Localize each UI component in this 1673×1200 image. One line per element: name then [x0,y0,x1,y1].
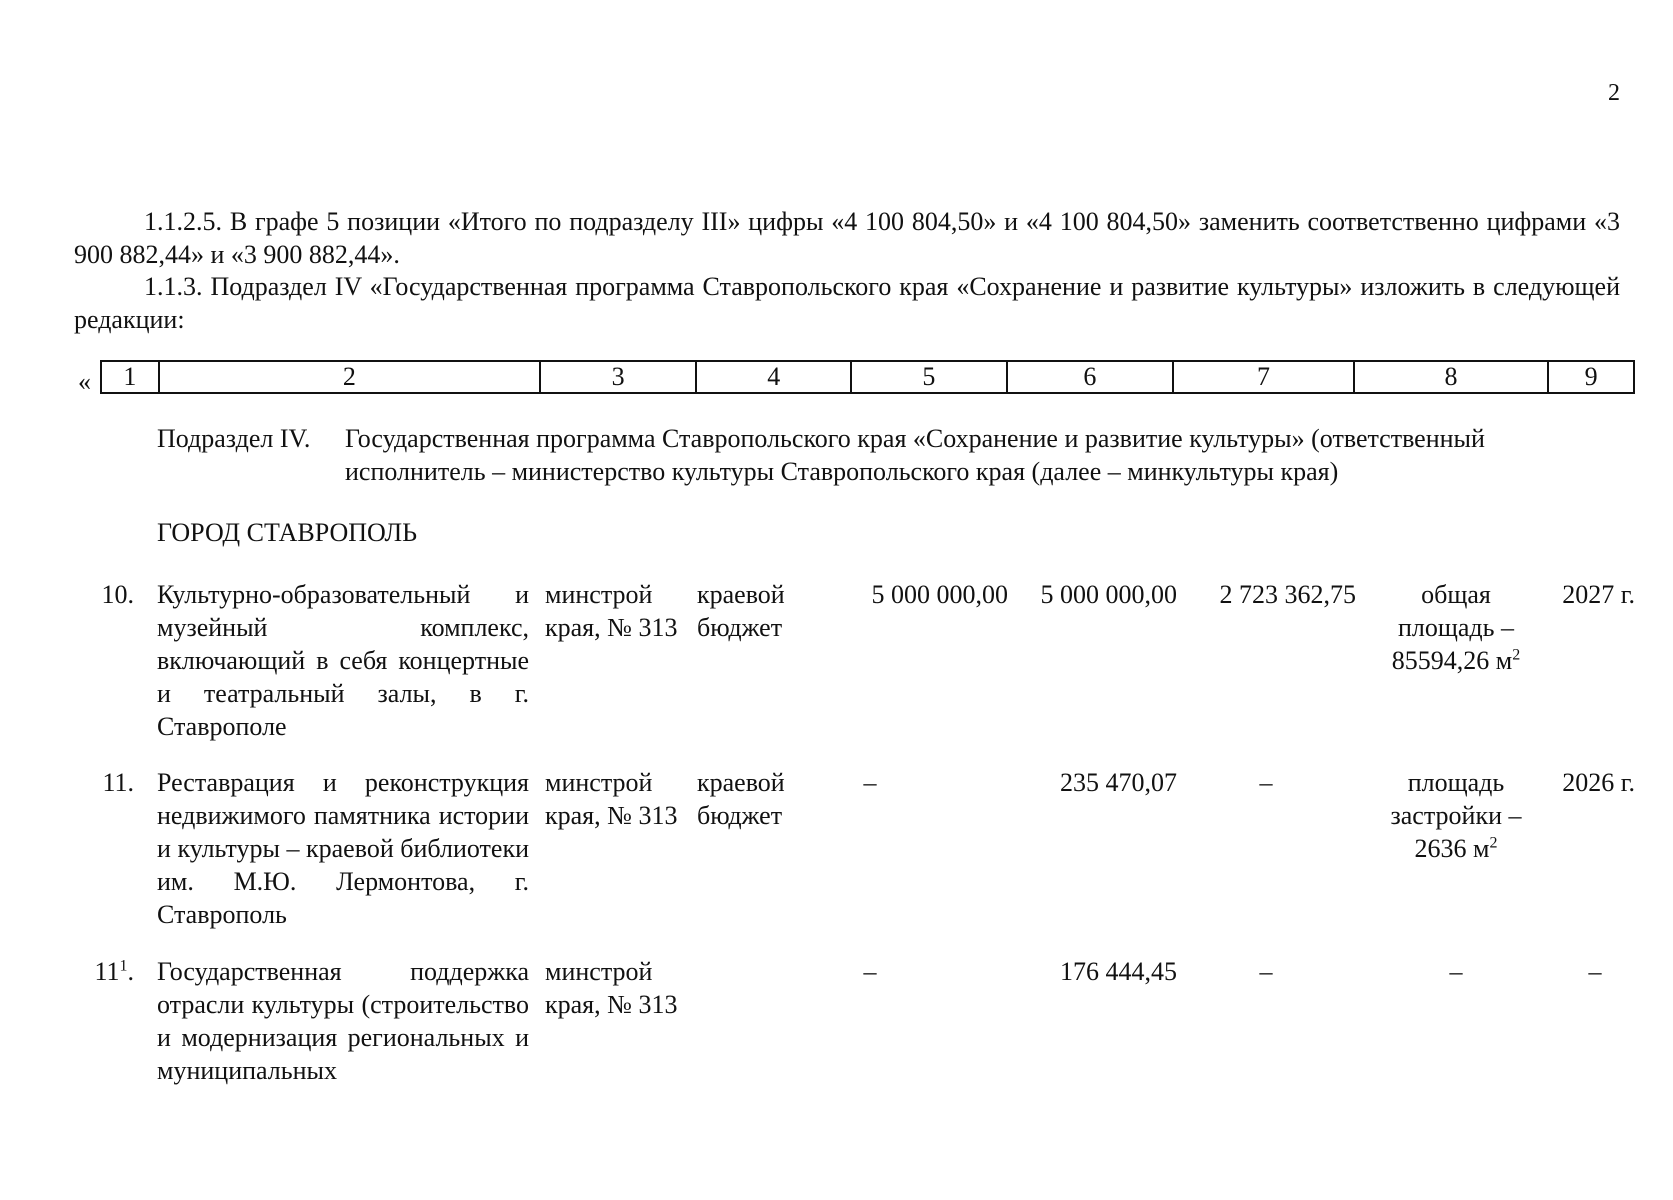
column-7-value: – [1259,957,1273,986]
funding-source: краевой бюджет [697,768,785,830]
subsection-title-line-2: исполнитель – министерство культуры Ставропольского края (далее – минкультуры края) [345,457,1339,486]
opening-quote-mark: « [78,367,91,396]
completion-year: – [1588,957,1602,986]
header-col-7: 7 [1172,362,1353,392]
object-name: Реставрация и реконструкция недвижимого памятника истории и культуры – краевой библиотеки им. М.Ю. Лермонтова, г. Ставрополь [157,768,529,929]
city-heading: ГОРОД СТАВРОПОЛЬ [157,518,418,547]
row-number-base: 11 [94,957,120,986]
executor: минстрой края, № 313 [545,957,678,1019]
column-number-header-row [100,360,1635,394]
subsection-label: Подраздел IV. [157,424,311,453]
header-col-1: 1 [123,362,137,391]
capacity-line-1: общая [1421,580,1491,609]
column-5-value: 5 000 000,00 [871,580,1008,609]
column-6-value: 176 444,45 [1060,957,1177,986]
capacity-value: – [1449,957,1463,986]
completion-year: 2027 г. [1562,580,1635,609]
capacity-line-2: площадь – [1397,613,1515,642]
column-6-value: 235 470,07 [1060,768,1177,797]
header-col-9: 9 [1547,362,1633,392]
header-col-4: 4 [695,362,850,392]
paragraph-1-1-2-5-text: 1.1.2.5. В графе 5 позиции «Итого по подразделу III» цифры «4 100 804,50» и «4 100 804,50» заменить соответственно цифрами «3 900 882,44» и «3 900 882,44». [74,207,1620,269]
capacity-superscript: 2 [1489,834,1498,852]
paragraph-1-1-3-text: 1.1.3. Подраздел IV «Государственная программа Ставропольского края «Сохранение и развитие культуры» изложить в следующей редакции: [74,272,1620,334]
object-name: Культурно-образовательный и музейный комплекс, включающий в себя концертные и театральный залы, в г. Ставрополе [157,580,529,741]
column-7-value: 2 723 362,75 [1219,580,1356,609]
header-col-3: 3 [539,362,696,392]
column-5-value: – [863,957,877,986]
capacity-value [1366,578,1546,677]
capacity-line-2: застройки – [1390,801,1522,830]
header-col-5: 5 [850,362,1006,392]
header-col-8: 8 [1353,362,1547,392]
funding-source: краевой бюджет [697,580,785,642]
page-number: 2 [1608,80,1620,106]
row-number: 10. [101,580,134,609]
completion-year: 2026 г. [1562,768,1635,797]
capacity-superscript: 2 [1512,646,1521,664]
column-7-value: – [1259,768,1273,797]
paragraph-1-1-2-5 [74,205,1620,271]
row-number [74,955,134,988]
capacity-value-text: 85594,26 м [1391,646,1513,675]
capacity-line-3 [1366,832,1546,865]
row-number-superscript: 1 [119,957,128,975]
capacity-line-3 [1366,644,1546,677]
paragraph-1-1-3 [74,270,1620,336]
capacity-value [1366,766,1546,865]
capacity-value-text: 2636 м [1414,834,1490,863]
executor: минстрой края, № 313 [545,768,678,830]
capacity-line-1: площадь [1407,768,1505,797]
column-6-value: 5 000 000,00 [1040,580,1177,609]
subsection-title [345,422,1622,488]
executor: минстрой края, № 313 [545,580,678,642]
header-col-2: 2 [158,362,539,392]
row-number-suffix: . [127,957,134,986]
subsection-title-line-1: Государственная программа Ставропольского края «Сохранение и развитие культуры» (ответственный [345,424,1485,453]
header-col-6: 6 [1006,362,1173,392]
column-5-value: – [863,768,877,797]
row-number: 11. [102,768,134,797]
object-name: Государственная поддержка отрасли культуры (строительство и модернизация региональных и муниципальных [157,957,529,1085]
